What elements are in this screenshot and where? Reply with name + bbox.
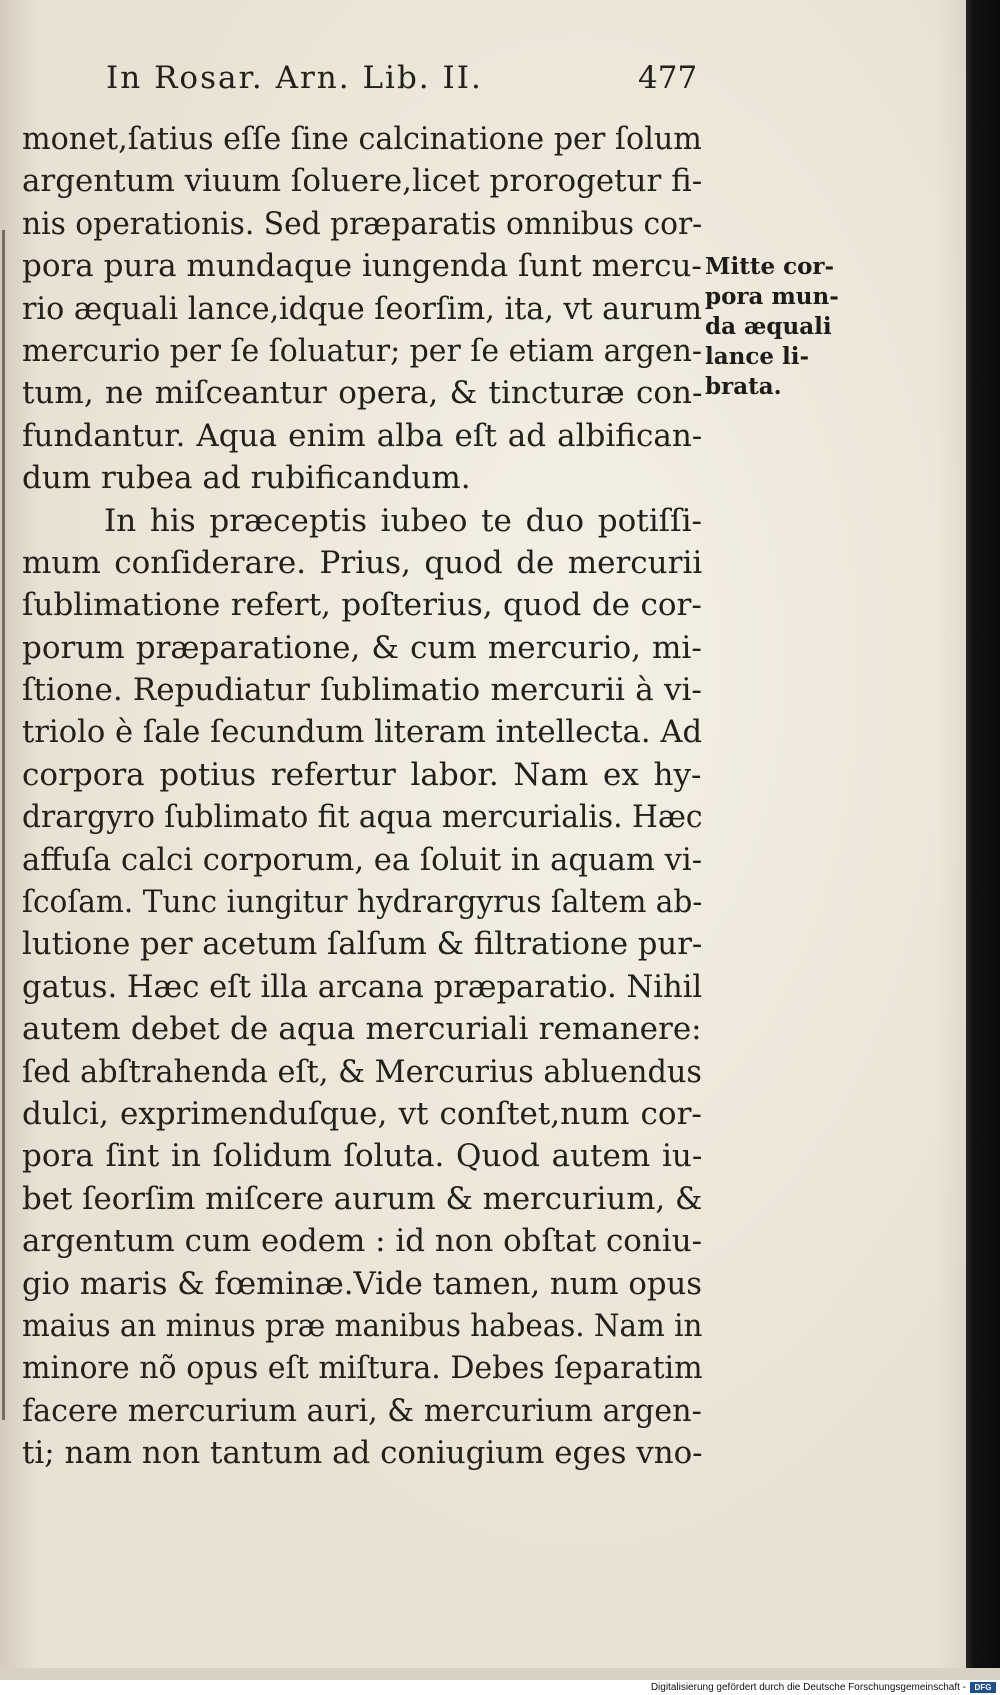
text-line: triolo è ſale ſecundum literam intellecta. Ad xyxy=(22,714,703,751)
text-line: corpora potius refertur labor. Nam ex hy- xyxy=(22,756,702,793)
text-line: In his præceptis iubeo te duo potiſſi- xyxy=(104,502,702,539)
dfg-logo: DFG xyxy=(970,1682,996,1693)
text-line: maius an minus præ manibus habeas. Nam in xyxy=(22,1307,703,1344)
text-line: ſed abſtrahenda eſt, & Mercurius abluendus xyxy=(22,1053,702,1090)
scan-border-bottom xyxy=(0,1668,1000,1680)
text-line: bet ſeorſim miſcere aurum & mercurium, & xyxy=(22,1180,703,1217)
text-line: dulci, exprimenduſque, vt conſtet,num cor- xyxy=(22,1095,702,1132)
margin-note-line: lance li- xyxy=(705,343,810,370)
body-text xyxy=(22,118,702,1475)
text-line: facere mercurium auri, & mercurium argen- xyxy=(22,1392,702,1429)
margin-note xyxy=(705,252,839,402)
text-line: pora ſint in ſolidum ſoluta. Quod autem iu- xyxy=(22,1138,703,1175)
text-line: autem debet de aqua mercuriali remanere: xyxy=(22,1011,702,1048)
text-line: ſtione. Repudiatur ſublimatio mercurii à vi- xyxy=(22,672,702,709)
text-line: rio æquali lance,idque ſeorſim, ita, vt aurum xyxy=(22,290,703,327)
text-line: argentum viuum ſoluere,licet prorogetur fi- xyxy=(22,163,703,200)
text-line: ſublimatione refert, poſterius, quod de cor- xyxy=(22,587,702,624)
text-line: affuſa calci corporum, ea ſoluit in aquam vi- xyxy=(22,841,703,878)
footer-credit: Digitalisierung gefördert durch die Deutsche Forschungsgemeinschaft - xyxy=(650,1682,966,1693)
scan-border-right xyxy=(966,0,1000,1668)
text-line: mum conſiderare. Prius, quod de mercurii xyxy=(22,544,703,581)
margin-note-line: da æquali xyxy=(705,313,832,340)
text-line: nis operationis. Sed præparatis omnibus cor- xyxy=(22,205,703,242)
text-line: tum, ne miſceantur opera, & tincturæ con- xyxy=(22,375,703,412)
text-line: ſcoſam. Tunc iungitur hydrargyrus ſaltem ab- xyxy=(22,884,703,921)
text-line: minore nõ opus eſt miſtura. Debes ſeparatim xyxy=(22,1350,703,1387)
text-line: lutione per acetum ſalſum & filtratione pur- xyxy=(22,926,703,963)
margin-note-line: brata. xyxy=(705,373,782,400)
running-head: In Rosar. Arn. Lib. II. xyxy=(106,60,483,96)
digitization-footer xyxy=(0,1680,1000,1695)
text-line: ti; nam non tantum ad coniugium eges vno- xyxy=(22,1435,703,1472)
text-line: gatus. Hæc eſt illa arcana præparatio. Nihil xyxy=(22,968,703,1005)
text-line: porum præparatione, & cum mercurio, mi- xyxy=(22,629,702,666)
text-line: mercurio per ſe ſoluatur; per ſe etiam argen- xyxy=(22,332,702,369)
binding-shadow xyxy=(2,230,5,1420)
text-line: argentum cum eodem : id non obſtat coniu- xyxy=(22,1223,703,1260)
text-line: gio maris & fœminæ.Vide tamen, num opus xyxy=(22,1265,703,1302)
text-line: monet,ſatius eſſe ſine calcinatione per ſolum xyxy=(22,121,702,157)
page-number: 477 xyxy=(638,60,698,96)
margin-note-line: Mitte cor- xyxy=(705,253,835,280)
text-line: drargyro ſublimato fit aqua mercurialis. Hæc xyxy=(22,799,703,836)
text-line: dum rubea ad rubificandum. xyxy=(22,460,471,497)
text-line: fundantur. Aqua enim alba eſt ad albifican- xyxy=(22,417,703,454)
margin-note-line: pora mun- xyxy=(705,283,839,310)
text-line: pora pura mundaque iungenda ſunt mercu- xyxy=(22,248,702,285)
